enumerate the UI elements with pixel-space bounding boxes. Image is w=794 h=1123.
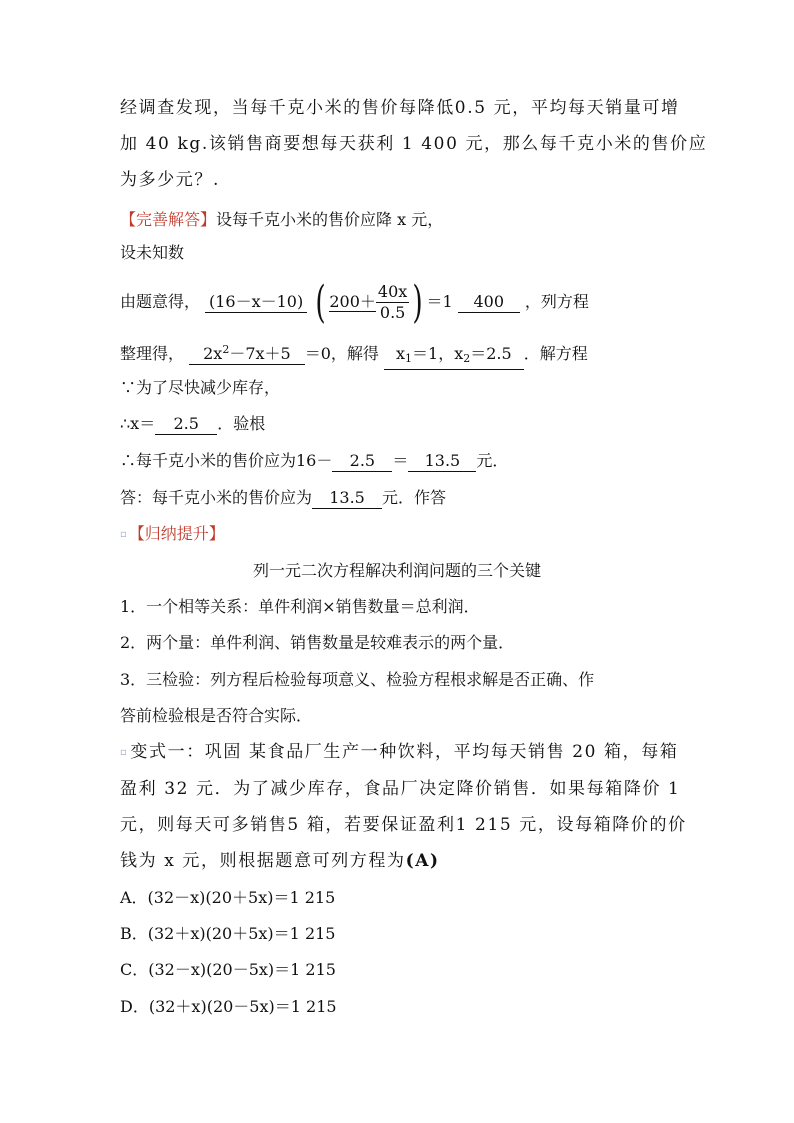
solution-setup bbox=[120, 208, 684, 232]
intro-line-1: 经调查发现，当每千克小米的售价每降低0.5 元，平均每天销量可增 bbox=[120, 98, 680, 118]
summary-item-3-cont: 答前检验根是否符合实际． bbox=[120, 706, 313, 725]
simplify-line bbox=[120, 340, 684, 370]
variant-line-1: ▫ 变式一：巩固 某食品厂生产一种饮料，平均每天销售 20 箱，每箱 bbox=[120, 740, 684, 765]
price-line: ∴每千克小米的售价应为16－ 2.5 ＝ 13.5 元． bbox=[120, 451, 509, 470]
solution-setup-text: 设每千克小米的售价应降 x 元， bbox=[216, 210, 444, 229]
variant-answer: (A) bbox=[405, 851, 440, 871]
price-blank-a: 2.5 bbox=[332, 451, 392, 472]
option-d: D．(32＋x)(20－5x)＝1 215 bbox=[120, 997, 337, 1016]
solve-note: ．解方程 bbox=[523, 344, 588, 363]
summary-tag-line bbox=[120, 522, 684, 547]
bookmark-icon: ▫ bbox=[120, 529, 127, 540]
bookmark-icon: ▫ bbox=[120, 747, 129, 758]
equation-equals: ＝1 bbox=[426, 292, 453, 311]
solution-step-note: 设未知数 bbox=[120, 243, 185, 262]
option-b: B．(32＋x)(20＋5x)＝1 215 bbox=[120, 924, 336, 943]
option-c: C．(32－x)(20－5x)＝1 215 bbox=[120, 960, 336, 979]
equation-right-blank: 400 bbox=[458, 292, 520, 313]
summary-item-2: 2．两个量：单件利润、销售数量是较难表示的两个量． bbox=[120, 633, 515, 652]
fraction-numerator: 40x bbox=[377, 282, 408, 301]
roots-blank: $x_1=1$，$x_2=2.5$ bbox=[384, 344, 524, 370]
summary-item-3: 3．三检验：列方程后检验每项意义、检验方程根求解是否正确、作 bbox=[120, 670, 595, 689]
equation-prefix: 由题意得， bbox=[120, 292, 201, 311]
variant-line-4: 钱为 x 元，则根据题意可列方程为(A) bbox=[120, 851, 440, 871]
equation-line bbox=[120, 276, 684, 328]
simplify-equals: ＝0，解得 bbox=[304, 344, 379, 363]
intro-line-3: 为多少元？. bbox=[120, 170, 221, 190]
price-blank-b: 13.5 bbox=[408, 451, 476, 472]
equation-note: ，列方程 bbox=[524, 292, 589, 311]
summary-tag: 【归纳提升】 bbox=[128, 524, 225, 543]
fraction-denominator: 0.5 bbox=[379, 303, 406, 322]
therefore-x-line: ∴x＝ 2.5 ．验根 bbox=[120, 414, 266, 433]
right-paren: ) bbox=[412, 276, 424, 328]
option-a: A．(32－x)(20＋5x)＝1 215 bbox=[120, 888, 336, 907]
summary-title: 列一元二次方程解决利润问题的三个关键 bbox=[252, 561, 541, 580]
equation-left-blank: (16－x－10) bbox=[205, 292, 307, 313]
answer-line: 答：每千克小米的售价应为 13.5 元．作答 bbox=[120, 488, 447, 507]
summary-item-1: 1．一个相等关系：单件利润×销售数量＝总利润． bbox=[120, 597, 480, 616]
variant-line-3: 元，则每天可多销售5 箱，若要保证盈利1 215 元，设每箱降价的价 bbox=[120, 815, 687, 835]
left-paren: ( bbox=[315, 276, 326, 328]
simplify-prefix: 整理得， bbox=[120, 344, 185, 363]
answer-blank: 13.5 bbox=[312, 488, 382, 509]
intro-line-2: 加 40 kg.该销售商要想每天获利 1 400 元，那么每千克小米的售价应 bbox=[120, 134, 708, 154]
solution-tag: 【完善解答】 bbox=[120, 210, 217, 229]
variant-line-2: 盈利 32 元．为了减少库存，食品厂决定降价销售．如果每箱降价 1 bbox=[120, 779, 681, 799]
therefore-x-blank: 2.5 bbox=[155, 414, 217, 435]
fraction bbox=[376, 282, 409, 323]
because-line: ∵为了尽快减少库存， bbox=[120, 378, 281, 397]
simplify-blank: $2x^2-7x+5$ bbox=[189, 340, 305, 365]
fraction-const: 200＋ bbox=[329, 292, 376, 311]
